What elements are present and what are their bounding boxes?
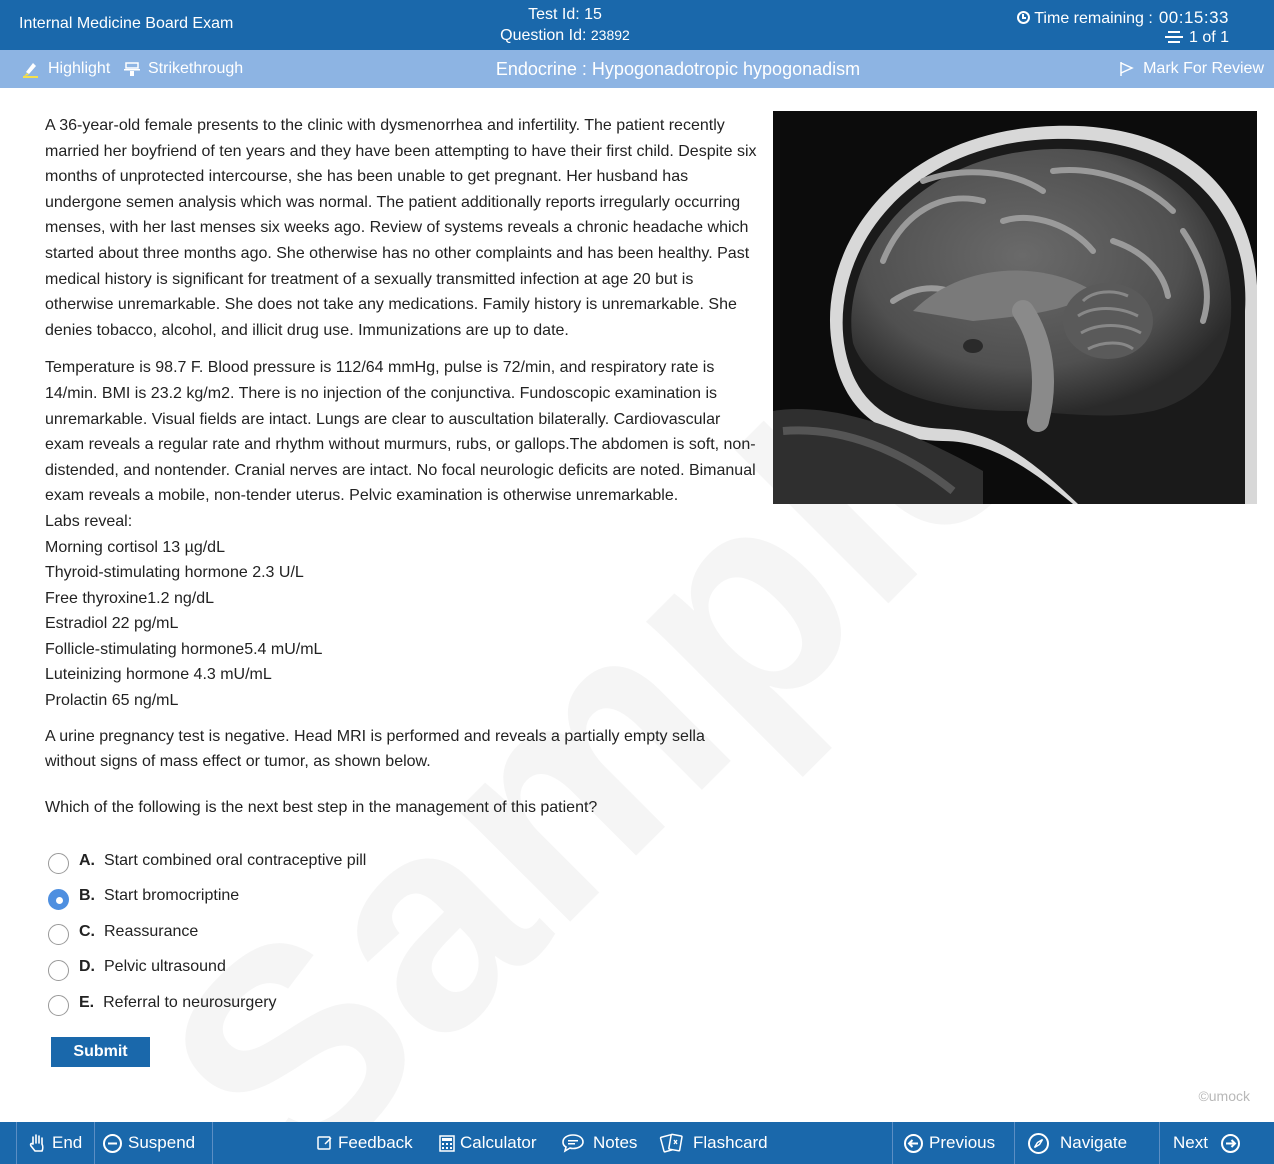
answer-option-c[interactable] [48,914,366,950]
option-letter: B. [79,887,95,905]
flag-icon [1119,61,1135,77]
option-text: Start combined oral contraceptive pill [104,851,367,869]
option-letter: E. [79,993,95,1011]
option-letter: C. [79,922,95,940]
calculator-label: Calculator [460,1133,537,1152]
page-of-text: 1 of 1 [1188,29,1229,46]
lab-value: Luteinizing hormone 4.3 mU/mL [45,666,272,684]
question-prompt: Which of the following is the next best step in the management of this patient? [45,798,598,816]
hand-icon [27,1133,47,1153]
mark-for-review-button[interactable] [1119,60,1264,78]
end-label: End [52,1133,83,1152]
lab-value: Prolactin 65 ng/mL [45,692,179,710]
radio-button[interactable] [48,924,69,945]
test-info [0,5,1130,46]
question-toolbar [0,50,1274,88]
option-text: Pelvic ultrasound [104,958,226,976]
calculator-icon [439,1135,455,1152]
option-text: Referral to neurosurgery [103,993,277,1011]
navigate-label: Navigate [1060,1133,1128,1152]
app-title: Internal Medicine Board Exam [19,15,234,32]
time-value: 00:15:33 [1158,8,1229,27]
suspend-button[interactable] [102,1122,195,1164]
flashcard-label: Flashcard [693,1133,768,1152]
question-paragraph-exam: Temperature is 98.7 F. Blood pressure is 112/64 mmHg, pulse is 72/min, and respiratory rate is 14/min. BMI is 23.2 kg/m2. There is no injection of the conjunctiva. Fundoscopic examination is unremarkable. Visual fields are intact. Lungs are clear to auscultation bilaterally. Cardiovascular exam reveals a regular rate and rhythm without murmurs, rubs, or gallops.The abdomen is soft, non-distended, and nontender. Cranial nerves are intact. No focal neurologic deficits are noted. Bimanual exam reveals a mobile, non-tender uterus. Pelvic examination is otherwise unremarkable. [45,359,756,505]
question-paragraph-history: A 36-year-old female presents to the clinic with dysmenorrhea and infertility. The patient recently married her boyfriend of ten years and they have been attempting to have their first child. Despite six months of unprotected intercourse, she has been unable to get pregnant. Her husband has undergone semen analysis which was normal. The patient additionally reports irregularly occurring menses, with her last menses six weeks ago. Review of systems reveals a chronic headache which started about three months ago. She otherwise has no other complaints and has been healthy. Past medical history is significant for treatment of a sexually transmitted infection at age 20 but is otherwise unremarkable. She does not take any medications. Family history is unremarkable. She denies tobacco, alcohol, and illicit drug use. Immunizations are up to date. [45,117,757,339]
time-remaining [1017,8,1229,28]
answer-option-d[interactable] [48,950,366,986]
copyright-notice: ©umock [1198,1088,1250,1104]
notes-label: Notes [593,1133,638,1152]
lab-value: Free thyroxine1.2 ng/dL [45,589,214,607]
mark-for-review-label: Mark For Review [1143,60,1264,77]
strikethrough-label: Strikethrough [148,60,244,77]
option-text: Start bromocriptine [104,887,240,905]
lab-value: Morning cortisol 13 µg/dL [45,538,225,556]
previous-label: Previous [929,1133,996,1152]
question-id: 23892 [590,27,630,43]
bottom-navigation-bar [0,1122,1274,1164]
radio-button[interactable] [48,889,69,910]
question-stem [45,113,760,832]
test-id: Test Id: 15 [528,6,602,23]
arrow-right-circle-icon [1220,1133,1241,1154]
lab-value: Thyroid-stimulating hormone 2.3 U/L [45,564,304,582]
suspend-icon [102,1133,123,1154]
flashcard-icon [659,1132,685,1154]
sagittal-mri-illustration [773,111,1257,504]
time-label: Time remaining : [1034,10,1153,27]
radio-button[interactable] [48,853,69,874]
list-icon [1165,31,1183,43]
flashcard-button[interactable] [659,1122,768,1164]
lab-value: Estradiol 22 pg/mL [45,615,179,633]
feedback-button[interactable] [317,1122,413,1164]
question-topic: Endocrine : Hypogonadotropic hypogonadism [495,59,861,79]
question-paragraph-imaging: A urine pregnancy test is negative. Head MRI is performed and reveals a partially empty sella without signs of mass effect or tumor, as shown below. [45,727,705,771]
answer-option-a[interactable] [48,843,366,879]
radio-button[interactable] [48,960,69,981]
next-button[interactable] [1173,1122,1246,1164]
notes-button[interactable] [561,1122,637,1164]
submit-button[interactable]: Submit [51,1037,150,1067]
question-id-label: Question Id: [500,27,587,44]
highlight-label: Highlight [48,60,111,77]
option-letter: A. [79,851,95,869]
previous-button[interactable] [903,1122,995,1164]
top-header [0,0,1274,50]
question-counter[interactable] [1165,29,1229,47]
answer-options [48,843,366,1021]
navigate-button[interactable] [1027,1122,1127,1164]
radio-button[interactable] [48,995,69,1016]
mri-image [773,111,1257,504]
end-button[interactable] [27,1122,82,1164]
answer-option-e[interactable] [48,985,366,1021]
labs-list [45,535,760,714]
clock-icon [1017,11,1030,24]
lab-value: Follicle-stimulating hormone5.4 mU/mL [45,640,323,658]
labs-heading: Labs reveal: [45,512,133,530]
compass-icon [1027,1132,1050,1155]
option-letter: D. [79,958,95,976]
chat-bubble-icon [561,1133,585,1153]
option-text: Reassurance [104,922,199,940]
feedback-label: Feedback [338,1133,413,1152]
next-label: Next [1173,1133,1208,1152]
suspend-label: Suspend [128,1133,196,1152]
calculator-button[interactable] [439,1122,537,1164]
feedback-icon [317,1135,333,1151]
arrow-left-circle-icon [903,1133,924,1154]
answer-option-b[interactable] [48,879,366,915]
